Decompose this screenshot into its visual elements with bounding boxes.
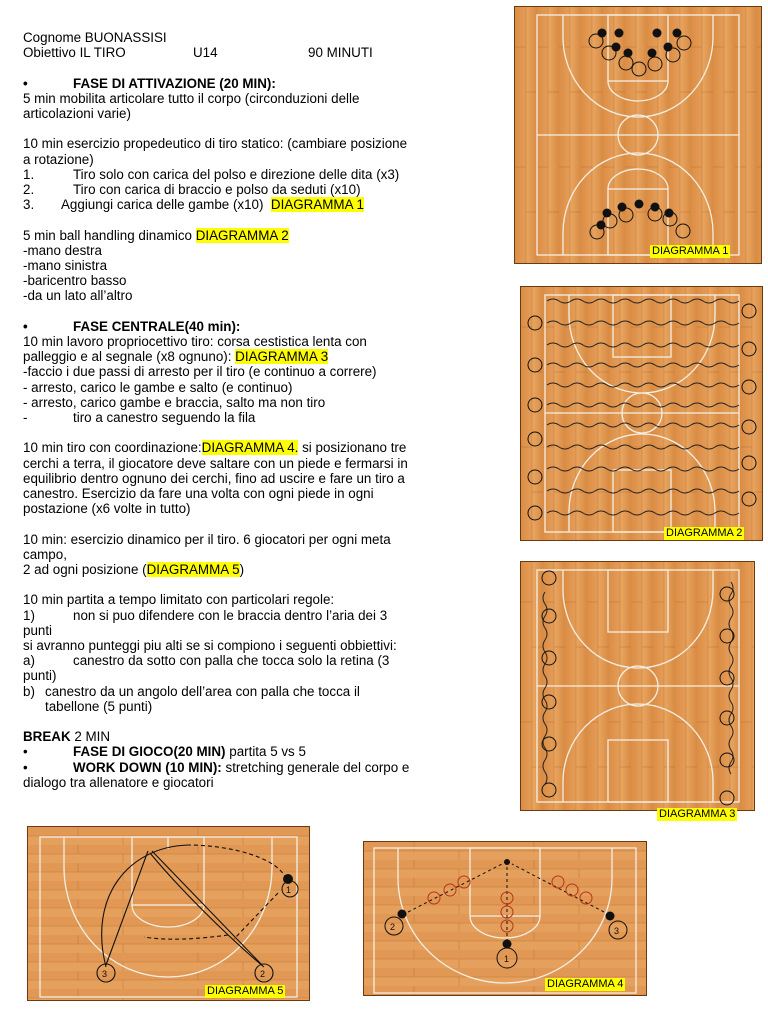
d4-label-2: 2	[390, 922, 396, 932]
proprio-item: - tiro a canestro seguendo la fila	[23, 410, 256, 426]
bonus-a: a) canestro da sotto con palla che tocca solo la retina (3	[23, 653, 390, 669]
bonus-a-cont: punti)	[23, 668, 57, 684]
rule-1-cont: punti	[23, 622, 53, 638]
diagramma-1-court	[514, 6, 762, 264]
step-2: 2. Tiro con carica di braccio e polso da seduti (x10)	[23, 182, 361, 197]
handling-item: -mano sinistra	[23, 258, 108, 273]
step-3: 3. Aggiungi carica delle gambe (x10) DIAGRAMMA 1	[23, 197, 364, 213]
diagramma-5-court	[27, 826, 310, 1001]
coord-line: postazione (x6 volte in tutto)	[23, 501, 191, 517]
ref-diagramma-1: DIAGRAMMA 1	[270, 197, 364, 213]
activation-title: • FASE DI ATTIVAZIONE (20 MIN):	[23, 75, 276, 91]
court-svg	[521, 287, 762, 540]
handling-item: -da un lato all’altro	[23, 288, 133, 304]
handling-item: -baricentro basso	[23, 273, 127, 289]
objective: Obiettivo IL TIRO	[23, 45, 126, 61]
coord-line: equilibrio dentro ognuno dei cerchi, fino ad uscire e fare un tiro a	[23, 470, 405, 486]
proprio-line-2: palleggio e al segnale (x8 ognuno): DIAGRAMMA 3	[23, 349, 329, 365]
game-line: 10 min partita a tempo limitato con particolari regole:	[23, 592, 335, 608]
diagramma-1-caption: DIAGRAMMA 1	[652, 245, 729, 257]
coord-line: cerchi a terra, il giocatore deve saltare con un piede e fermarsi in	[23, 455, 408, 471]
surname-line: Cognome BUONASSISI	[23, 30, 167, 45]
bonus-line: si avranno punteggi piu alti se si compiono i seguenti obbiettivi:	[23, 638, 397, 654]
proprio-item: - arresto, carico gambe e braccia, salto ma non tiro	[23, 394, 326, 410]
category: U14	[193, 45, 218, 61]
handling-item: -mano destra	[23, 242, 102, 258]
objective-line	[23, 45, 508, 60]
static-line-1: 10 min esercizio propedeutico di tiro statico: (cambiare posizione	[23, 136, 408, 152]
dyn-line-1: 10 min: esercizio dinamico per il tiro. 6 giocatori per ogni meta	[23, 531, 391, 547]
handling-line: 5 min ball handling dinamico DIAGRAMMA 2	[23, 227, 289, 243]
mobility-line-2: articolazioni varie)	[23, 106, 131, 121]
proprio-line-1: 10 min lavoro propriocettivo tiro: corsa cestistica lenta con	[23, 334, 367, 349]
d4-label-3: 3	[614, 926, 620, 936]
step-1: 1. Tiro solo con carica del polso e direzione delle dita (x3)	[23, 166, 400, 182]
cooldown-cont: dialogo tra allenatore e giocatori	[23, 774, 214, 790]
d5-label-2: 2	[260, 969, 266, 979]
d5-label-3: 3	[102, 969, 108, 979]
d4-label-1: 1	[504, 954, 510, 964]
dyn-line-3: 2 ad ogni posizione (DIAGRAMMA 5)	[23, 562, 245, 578]
dyn-line-2: campo,	[23, 546, 67, 562]
game-phase-line: • FASE DI GIOCO(20 MIN) partita 5 vs 5	[23, 744, 306, 760]
proprio-item: - arresto, carico le gambe e salto (e continuo)	[23, 379, 293, 395]
diagramma-4-court	[363, 841, 647, 996]
rule-1: 1) non si puo difendere con le braccia dentro l’aria dei 3	[23, 607, 388, 623]
static-line-2: a rotazione)	[23, 151, 94, 167]
court-svg	[28, 827, 309, 1000]
court-svg	[515, 7, 761, 263]
court-svg	[521, 562, 754, 810]
diagramma-3-court	[520, 561, 755, 811]
ref-diagramma-3: DIAGRAMMA 3	[235, 349, 329, 365]
bonus-b: b) canestro da un angolo dell’area con palla che tocca il	[23, 683, 360, 699]
duration: 90 MINUTI	[308, 45, 373, 61]
diagramma-3-caption: DIAGRAMMA 3	[659, 808, 736, 820]
diagramma-2-court	[520, 286, 763, 541]
session-plan-text	[23, 30, 508, 790]
coord-line-1: 10 min tiro con coordinazione:DIAGRAMMA 4. si posizionano tre	[23, 440, 407, 456]
bonus-b-cont: tabellone (5 punti)	[45, 698, 153, 714]
d5-label-1: 1	[286, 885, 292, 895]
court-svg	[364, 842, 646, 995]
diagramma-4-caption: DIAGRAMMA 4	[547, 978, 624, 990]
ref-diagramma-2: DIAGRAMMA 2	[195, 227, 289, 243]
diagramma-2-caption: DIAGRAMMA 2	[666, 527, 743, 539]
break-line: BREAK 2 MIN	[23, 729, 111, 745]
cooldown-line: • WORK DOWN (10 MIN): stretching generale del corpo e	[23, 759, 410, 775]
coord-line: canestro. Esercizio da fare una volta con ogni piede in ogni	[23, 486, 374, 502]
diagramma-5-caption: DIAGRAMMA 5	[207, 985, 284, 997]
ref-diagramma-4: DIAGRAMMA 4.	[201, 440, 299, 456]
mobility-line-1: 5 min mobilita articolare tutto il corpo (circonduzioni delle	[23, 90, 360, 106]
central-title: • FASE CENTRALE(40 min):	[23, 318, 241, 334]
proprio-item: -faccio i due passi di arresto per il tiro (e continuo a correre)	[23, 364, 377, 380]
ref-diagramma-5: DIAGRAMMA 5	[146, 562, 240, 578]
